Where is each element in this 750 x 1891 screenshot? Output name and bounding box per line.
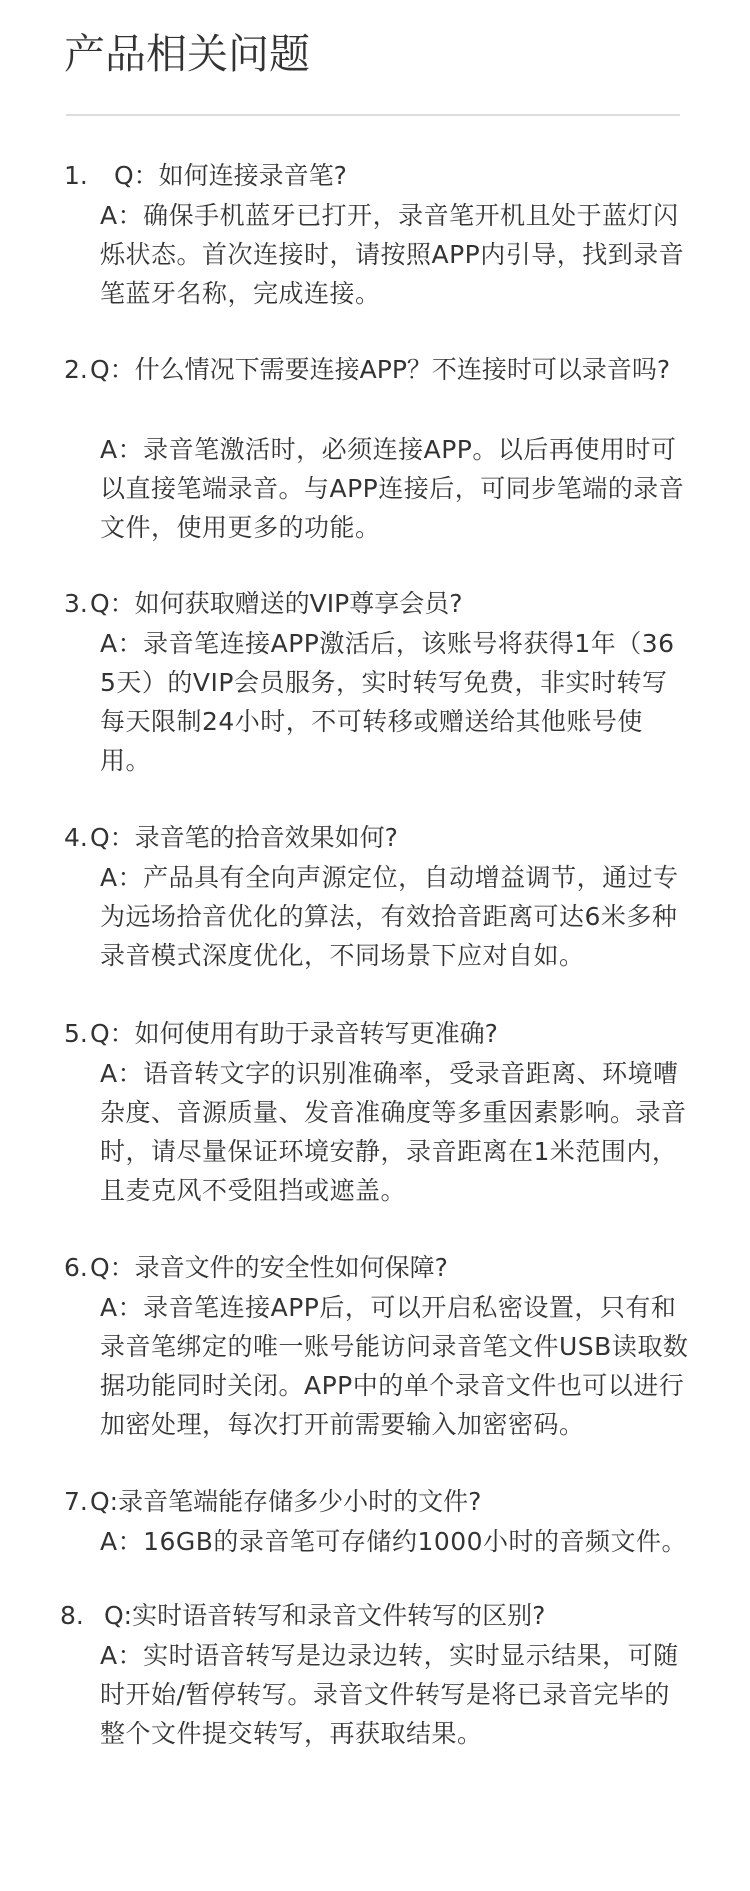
- faq-answer: A：语音转文字的识别准确率，受录音距离、环境嘈杂度、音源质量、发音准确度等多重因素影响。录音时，请尽量保证环境安静，录音距离在1米范围内，且麦克风不受阻挡或遮盖。: [100, 1059, 687, 1205]
- faq-question: Q：如何连接录音笔?: [114, 161, 347, 190]
- faq-item-4: [0, 818, 750, 975]
- faq-number: 6.: [64, 1253, 88, 1282]
- faq-number: 7.: [64, 1487, 88, 1516]
- faq-number: 2.: [64, 355, 88, 384]
- faq-item-1: [0, 156, 750, 313]
- faq-question: Q：录音笔的拾音效果如何?: [90, 823, 398, 852]
- faq-item-6: [0, 1248, 750, 1444]
- faq-item-8: [0, 1596, 750, 1753]
- faq-item-7: [0, 1482, 750, 1561]
- faq-number: 1.: [64, 161, 88, 190]
- faq-answer: A：实时语音转写是边录边转，实时显示结果，可随时开始/暂停转写。录音文件转写是将已录音完毕的整个文件提交转写，再获取结果。: [100, 1641, 679, 1748]
- faq-answer: A：16GB的录音笔可存储约1000小时的音频文件。: [100, 1527, 688, 1556]
- faq-number: 3.: [64, 589, 88, 618]
- faq-answer: A：确保手机蓝牙已打开，录音笔开机且处于蓝灯闪烁状态。首次连接时，请按照APP内引导，找到录音笔蓝牙名称，完成连接。: [100, 201, 685, 308]
- page-title: 产品相关问题: [64, 30, 310, 78]
- faq-question: Q:录音笔端能存储多少小时的文件?: [90, 1487, 482, 1516]
- faq-answer: A：录音笔连接APP激活后，该账号将获得1年（365天）的VIP会员服务，实时转写免费，非实时转写每天限制24小时，不可转移或赠送给其他账号使用。: [100, 629, 675, 775]
- faq-number: 8.: [60, 1601, 84, 1630]
- faq-number: 5.: [64, 1019, 88, 1048]
- faq-item-5: [0, 1014, 750, 1210]
- title-divider: [66, 114, 680, 116]
- faq-item-2: [0, 350, 750, 547]
- faq-question: Q:实时语音转写和录音文件转写的区别?: [104, 1601, 546, 1630]
- faq-item-3: [0, 584, 750, 780]
- faq-question: Q：什么情况下需要连接APP？不连接时可以录音吗?: [90, 355, 671, 384]
- faq-answer: A：录音笔激活时，必须连接APP。以后再使用时可以直接笔端录音。与APP连接后，可同步笔端的录音文件，使用更多的功能。: [100, 435, 685, 542]
- faq-answer: A：录音笔连接APP后，可以开启私密设置，只有和录音笔绑定的唯一账号能访问录音笔文件USB读取数据功能同时关闭。APP中的单个录音文件也可以进行加密处理，每次打开前需要输入加密密码。: [100, 1293, 689, 1439]
- faq-question: Q：如何使用有助于录音转写更准确?: [90, 1019, 498, 1048]
- faq-answer: A：产品具有全向声源定位，自动增益调节，通过专为远场拾音优化的算法，有效拾音距离可达6米多种录音模式深度优化，不同场景下应对自如。: [100, 863, 679, 970]
- faq-question: Q：如何获取赠送的VIP尊享会员?: [90, 589, 463, 618]
- faq-number: 4.: [64, 823, 88, 852]
- faq-question: Q：录音文件的安全性如何保障?: [90, 1253, 448, 1282]
